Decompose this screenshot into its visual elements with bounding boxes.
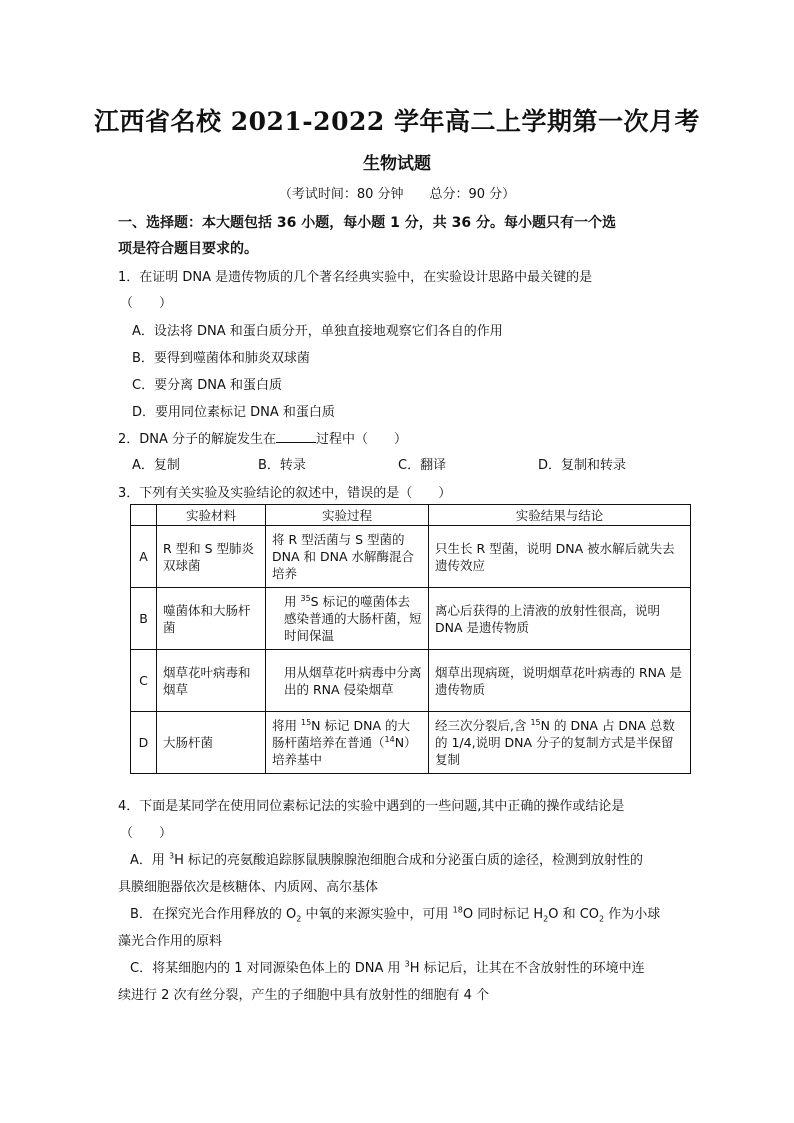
q3-stem: 3．下列有关实验及实验结论的叙述中，错误的是（ ） [118,486,452,501]
exam-title: 江西省名校 2021-2022 学年高二上学期第一次月考 [94,107,700,136]
option-text: C．将某细胞内的 1 对同源染色体上的 DNA 用 [130,961,405,976]
process-text: N 标记 DNA 的大肠杆菌培养在普通（ [272,718,410,750]
isotope-mass-number: 35 [300,593,311,603]
formula-subscript: 2 [296,914,302,924]
q2-option-c: C．翻译 [398,458,447,473]
isotope-mass-number: 14 [384,734,395,744]
row-material: R 型和 S 型肺炎双球菌 [157,526,266,588]
q1-stem: 1．在证明 DNA 是遗传物质的几个著名经典实验中，在实验设计思路中最关键的是 [118,270,593,285]
q2-option-b: B．转录 [258,458,306,473]
row-material: 噬菌体和大肠杆菌 [157,588,266,650]
isotope-mass-number: 15 [300,717,312,727]
table-row-c [131,650,691,712]
q4-option-b-line-1 [130,903,660,922]
option-text: O 同时标记 H [462,907,544,922]
formula-subscript: 2 [599,914,605,924]
q4-option-c-line-1 [130,957,645,976]
option-text: A．用 [130,853,170,868]
q2-option-a: A．复制 [132,458,180,473]
isotope-mass-number: 15 [530,717,541,727]
row-process [266,588,429,650]
table-header-row [131,505,691,526]
section-heading-line-1: 一、选择题：本大题包括 36 小题，每小题 1 分，共 36 分。每小题只有一个选 [118,215,616,231]
table-row-d [131,712,691,774]
exam-subtitle: 生物试题 [363,154,431,174]
row-letter: C [131,650,157,712]
option-text: B．在探究光合作用释放的 O [130,907,297,922]
row-process: 将 R 型活菌与 S 型菌的 DNA 和 DNA 水解酶混合培养 [266,526,429,588]
row-result [429,712,691,774]
row-result: 离心后获得的上清液的放射性很高，说明 DNA 是遗传物质 [429,588,691,650]
row-letter: D [131,712,157,774]
q2-stem [118,428,407,447]
q2-stem-after: 过程中（ ） [316,432,408,447]
isotope-mass-number: 3 [404,959,410,969]
option-text: H 标记的亮氨酸追踪豚鼠胰腺腺泡细胞合成和分泌蛋白质的途径，检测到放射性的 [174,853,644,868]
row-material: 大肠杆菌 [157,712,266,774]
q1-paren: （ ） [120,296,173,311]
table-row-a [131,526,691,588]
q4-option-c-line-2: 续进行 2 次有丝分裂，产生的子细胞中具有放射性的细胞有 4 个 [118,988,490,1003]
table-row-b [131,588,691,650]
process-text: 用 [284,594,301,609]
process-text: N）培养基中 [272,735,417,767]
row-result: 烟草出现病斑，说明烟草花叶病毒的 RNA 是遗传物质 [429,650,691,712]
option-text: O 和 CO [548,907,600,922]
q1-option-c: C．要分离 DNA 和蛋白质 [132,378,282,393]
q4-option-a-line-2: 具膜细胞器依次是核糖体、内质网、高尔基体 [118,880,379,895]
q1-option-b: B．要得到噬菌体和肺炎双球菌 [132,351,310,366]
row-result: 只生长 R 型菌，说明 DNA 被水解后就失去遗传效应 [429,526,691,588]
isotope-mass-number: 3 [169,851,175,861]
q2-options [132,454,692,472]
q4-option-a-line-1 [130,849,643,868]
option-text: 中氧的来源实验中，可用 [301,907,453,922]
q2-blank [276,430,316,443]
q3-experiment-table [130,504,691,774]
q4-option-b-line-2: 藻光合作用的原料 [118,934,223,949]
section-heading [118,210,678,262]
row-material: 烟草花叶病毒和烟草 [157,650,266,712]
q2-stem-before: 2．DNA 分子的解旋发生在 [118,432,277,447]
table-header-process: 实验过程 [266,505,429,526]
table-header-result: 实验结果与结论 [429,505,691,526]
q1-option-a: A．设法将 DNA 和蛋白质分开，单独直接地观察它们各自的作用 [132,324,503,339]
table-header-blank [131,505,157,526]
row-letter: B [131,588,157,650]
option-text: 作为小球 [604,907,661,922]
option-text: H 标记后，让其在不含放射性的环境中连 [409,961,645,976]
exam-info: （考试时间：80 分钟 总分：90 分） [278,187,516,202]
formula-subscript: 2 [543,914,549,924]
row-letter: A [131,526,157,588]
q4-paren: （ ） [120,826,173,841]
q4-stem: 4．下面是某同学在使用同位素标记法的实验中遇到的一些问题,其中正确的操作或结论是 [118,799,625,814]
row-process [266,712,429,774]
section-heading-line-2: 项是符合题目要求的。 [118,241,258,257]
isotope-mass-number: 18 [452,905,463,915]
q2-option-d: D．复制和转录 [538,458,627,473]
result-text: 经三次分裂后,含 [435,718,531,733]
process-text: S 标记的噬菌体去感染普通的大肠杆菌，短时间保温 [284,594,422,643]
table-header-material: 实验材料 [157,505,266,526]
row-process: 用从烟草花叶病毒中分离出的 RNA 侵染烟草 [266,650,429,712]
result-text: N 的 DNA 占 DNA 总数的 1/4,说明 DNA 分子的复制方式是半保留复制 [435,718,675,767]
q1-option-d: D．要用同位素标记 DNA 和蛋白质 [132,405,335,420]
process-text: 将用 [272,718,301,733]
